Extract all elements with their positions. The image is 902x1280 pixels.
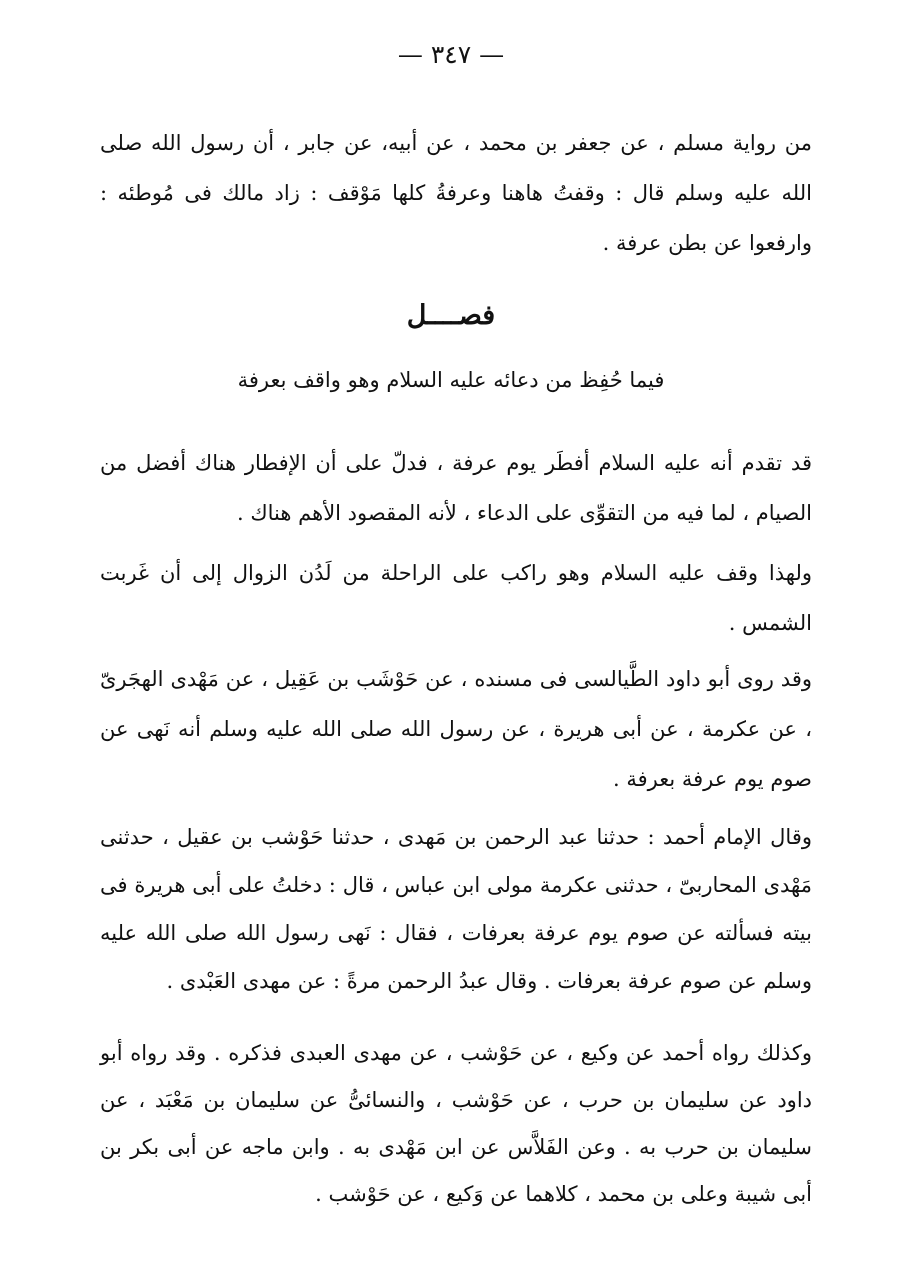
paragraph-fasting-note: قد تقدم أنه عليه السلام أفطَر يوم عرفة ، فدلّ على أن الإفطار هناك أفضل من الصيام ، لما فيه من التقوِّى على الدعاء ، لأنه المقصود الأهم هناك . (100, 451, 812, 525)
paragraph-standing-note: ولهذا وقف عليه السلام وهو راكب على الراحلة من لَدُن الزوال إلى أن غَربت الشمس . (100, 561, 812, 635)
page-number: — ٣٤٧ — (397, 40, 505, 69)
paragraph-chains-of-narration: وكذلك رواه أحمد عن وكيع ، عن حَوْشب ، عن مهدى العبدى فذكره . وقد رواه أبو داود عن سليمان بن حرب ، عن حَوْشب ، والنسائىُّ عن سليمان بن مَعْبَد ، عن سليمان بن حرب به . وعن الفَلاَّس عن ابن مَهْدى به . وابن ماجه عن أبى بكر بن أبى شيبة وعلى بن محمد ، كلاهما عن وَكيع ، عن حَوْشب . (100, 1041, 812, 1206)
paragraph-ahmad-narration: وقال الإمام أحمد : حدثنا عبد الرحمن بن مَهدى ، حدثنا حَوْشب بن عقيل ، حدثنى مَهْدى المحاربىّ ، حدثنى عكرمة مولى ابن عباس ، قال : دخلتُ على أبى هريرة فى بيته فسألته عن صوم يوم عرفة بعرفات ، فقال : نَهى رسول الله صلى الله عليه وسلم عن صوم عرفة بعرفات . وقال عبدُ الرحمن مرةً : عن مهدى العَبْدى . (100, 825, 812, 993)
paragraph-tayalisi-narration: وقد روى أبو داود الطَّيالسى فى مسنده ، عن حَوْشَب بن عَقِيل ، عن مَهْدى الهجَرىّ ، عن عكرمة ، عن أبى هريرة ، عن رسول الله صلى الله عليه وسلم أنه نَهى عن صوم يوم عرفة بعرفة . (100, 667, 812, 791)
section-title: فصــــل (406, 300, 496, 331)
section-subtitle: فيما حُفِظ من دعائه عليه السلام وهو واقف بعرفة (237, 368, 665, 392)
intro-paragraph: من رواية مسلم ، عن جعفر بن محمد ، عن أبيه، عن جابر ، أن رسول الله صلى الله عليه وسلم قال : وقفتُ هاهنا وعرفةُ كلها مَوْقف : زاد مالك فى مُوطئه : وارفعوا عن بطن عرفة . (100, 131, 812, 255)
